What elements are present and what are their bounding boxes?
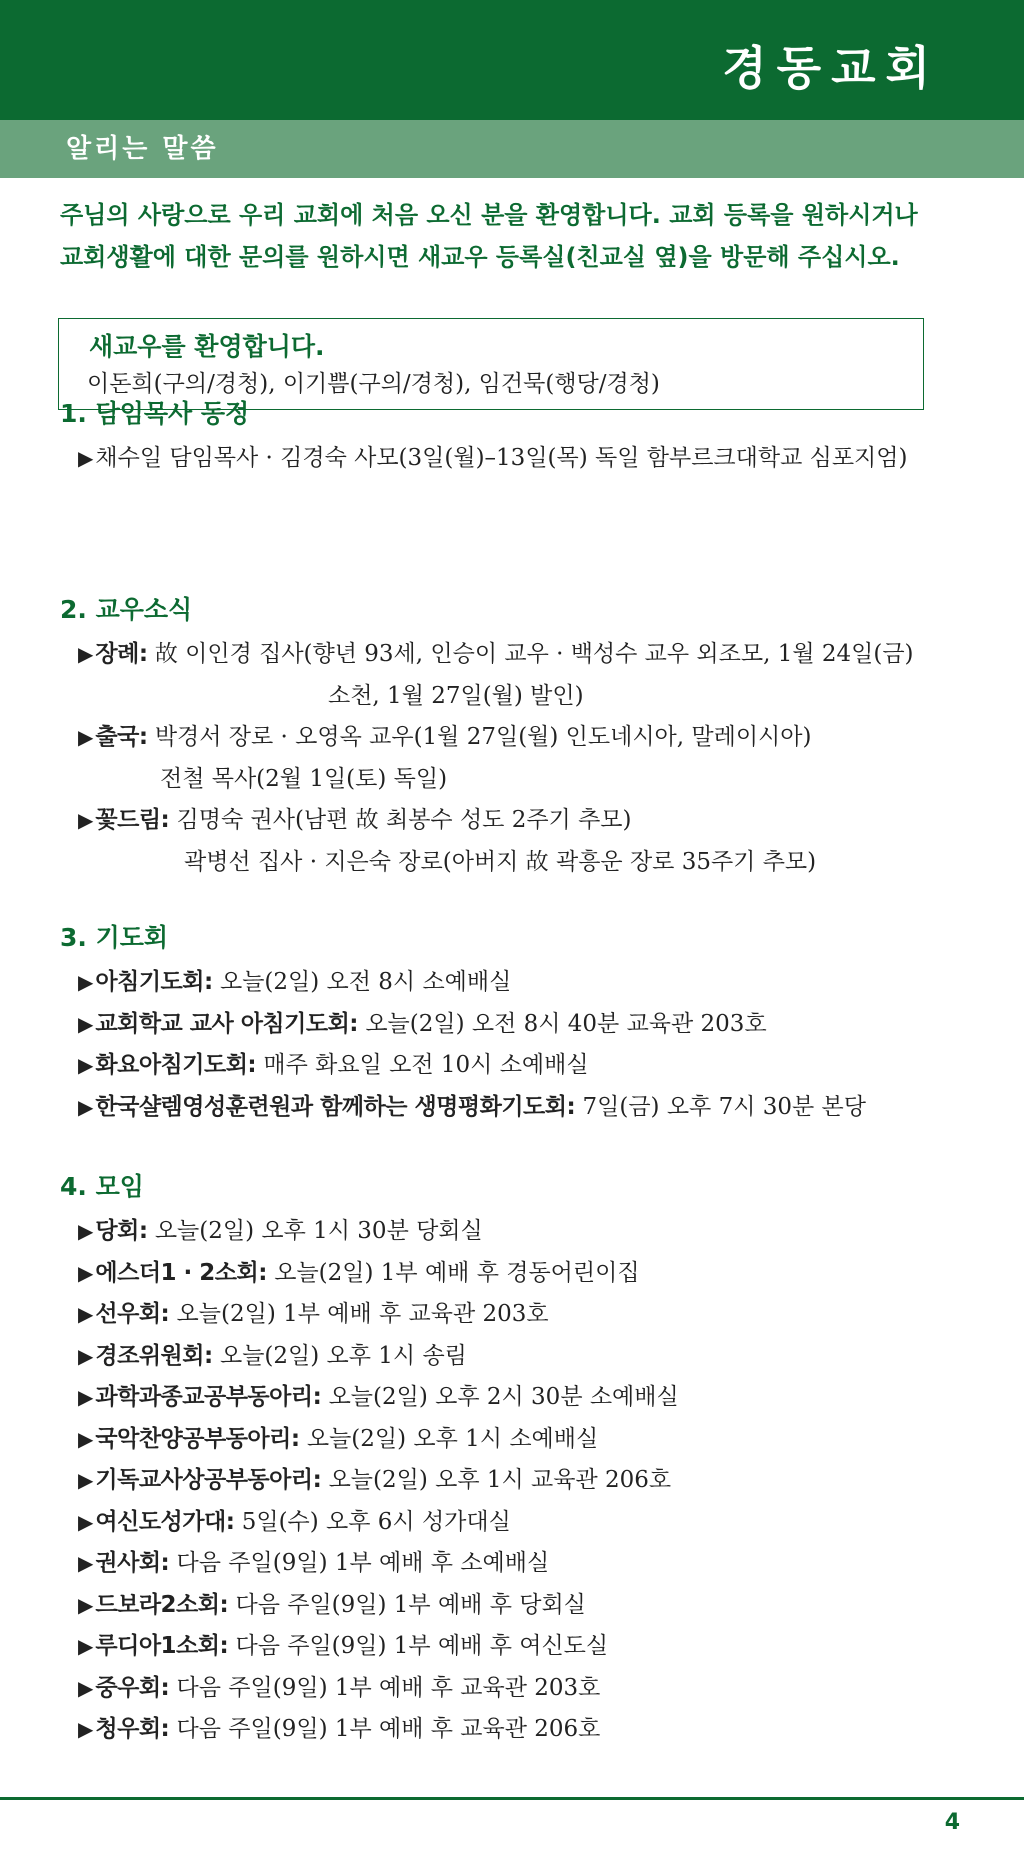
list-item-continuation: 전철 목사(2월 1일(토) 독일) (160, 765, 448, 792)
triangle-right-icon: ▶ (78, 1717, 94, 1741)
welcome-names: 이돈희(구의/경청), 이기쁨(구의/경청), 임건묵(행당/경청) (87, 371, 660, 397)
intro-text (60, 194, 980, 278)
section-title: 2. 교우소식 (60, 595, 193, 624)
triangle-right-icon: ▶ (78, 1343, 94, 1368)
triangle-right-icon: ▶ (78, 1592, 94, 1617)
list-item: ▶국악찬양공부동아리: 오늘(2일) 오후 1시 소예배실 (78, 1425, 599, 1452)
section-meetings (60, 1167, 980, 1751)
list-item: ▶과학과종교공부동아리: 오늘(2일) 오후 2시 30분 소예배실 (78, 1384, 679, 1410)
triangle-right-icon: ▶ (78, 1053, 94, 1077)
list-item: ▶화요아침기도회: 매주 화요일 오전 10시 소예배실 (78, 1052, 589, 1078)
triangle-right-icon: ▶ (78, 1675, 94, 1700)
list-item-continuation: 소천, 1월 27일(월) 발인) (328, 682, 584, 709)
triangle-right-icon: ▶ (78, 642, 94, 666)
list-item: ▶기독교사상공부동아리: 오늘(2일) 오후 1시 교육관 206호 (78, 1467, 672, 1493)
triangle-right-icon: ▶ (78, 1634, 94, 1658)
triangle-right-icon: ▶ (78, 1011, 94, 1036)
triangle-right-icon: ▶ (78, 725, 94, 749)
section-pastor-news (60, 394, 980, 480)
triangle-right-icon: ▶ (78, 446, 94, 470)
page-number: 4 (944, 1810, 960, 1835)
intro-line: 주님의 사랑으로 우리 교회에 처음 오신 분을 환영합니다. 교회 등록을 원하시거나 (60, 201, 918, 229)
triangle-right-icon: ▶ (78, 1302, 94, 1326)
list-item: ▶중우회: 다음 주일(9일) 1부 예배 후 교육관 203호 (78, 1674, 601, 1701)
page-title: 알리는 말씀 (66, 134, 219, 164)
list-item: ▶경조위원회: 오늘(2일) 오후 1시 송림 (78, 1342, 467, 1369)
church-name: 경동교회 (722, 41, 940, 95)
list-item: ▶출국: 박경서 장로 · 오영옥 교우(1월 27일(월) 인도네시아, 말레이시아) (78, 724, 812, 750)
list-item: ▶선우회: 오늘(2일) 1부 예배 후 교육관 203호 (78, 1301, 549, 1327)
triangle-right-icon: ▶ (78, 1219, 94, 1243)
triangle-right-icon: ▶ (78, 808, 94, 832)
list-item: ▶꽃드림: 김명숙 권사(남편 故 최봉수 성도 2주기 추모) (78, 807, 632, 833)
list-item: ▶교회학교 교사 아침기도회: 오늘(2일) 오전 8시 40분 교육관 203호 (78, 1010, 767, 1037)
list-item: ▶한국샬렘영성훈련원과 함께하는 생명평화기도회: 7일(금) 오후 7시 30분 본당 (78, 1093, 866, 1120)
triangle-right-icon: ▶ (78, 1426, 94, 1451)
list-item: ▶드보라2소회: 다음 주일(9일) 1부 예배 후 당회실 (78, 1591, 586, 1618)
triangle-right-icon: ▶ (78, 1551, 94, 1575)
footer-divider (0, 1797, 1024, 1800)
list-item: ▶장례: 故 이인경 집사(향년 93세, 인승이 교우 · 백성수 교우 외조모, 1월 24일(금) (78, 641, 914, 667)
list-item: ▶여신도성가대: 5일(수) 오후 6시 성가대실 (78, 1508, 511, 1535)
triangle-right-icon: ▶ (78, 1094, 94, 1119)
triangle-right-icon: ▶ (78, 1468, 94, 1492)
list-item: ▶청우회: 다음 주일(9일) 1부 예배 후 교육관 206호 (78, 1716, 601, 1742)
list-item: ▶에스더1 · 2소회: 오늘(2일) 1부 예배 후 경동어린이집 (78, 1259, 640, 1286)
welcome-title: 새교우를 환영합니다. (89, 332, 325, 361)
section-title: 4. 모임 (60, 1172, 144, 1201)
triangle-right-icon: ▶ (78, 970, 94, 994)
list-item-continuation: 곽병선 집사 · 지은숙 장로(아버지 故 곽흥운 장로 35주기 추모) (184, 848, 817, 875)
triangle-right-icon: ▶ (78, 1260, 94, 1285)
section-prayer (60, 918, 980, 1128)
section-title: 3. 기도회 (60, 923, 169, 952)
list-item: ▶채수일 담임목사 · 김경숙 사모(3일(월)–13일(목) 독일 함부르크대학교 심포지엄) (78, 445, 908, 471)
section-member-news (60, 590, 980, 883)
intro-line: 교회생활에 대한 문의를 원하시면 새교우 등록실(친교실 옆)을 방문해 주십시오. (60, 243, 900, 271)
list-item: ▶아침기도회: 오늘(2일) 오전 8시 소예배실 (78, 969, 512, 995)
list-item: ▶권사회: 다음 주일(9일) 1부 예배 후 소예배실 (78, 1550, 550, 1576)
triangle-right-icon: ▶ (78, 1385, 94, 1409)
triangle-right-icon: ▶ (78, 1509, 94, 1534)
section-title: 1. 담임목사 동정 (60, 399, 250, 428)
list-item: ▶루디아1소회: 다음 주일(9일) 1부 예배 후 여신도실 (78, 1633, 609, 1659)
list-item: ▶당회: 오늘(2일) 오후 1시 30분 당회실 (78, 1218, 483, 1244)
